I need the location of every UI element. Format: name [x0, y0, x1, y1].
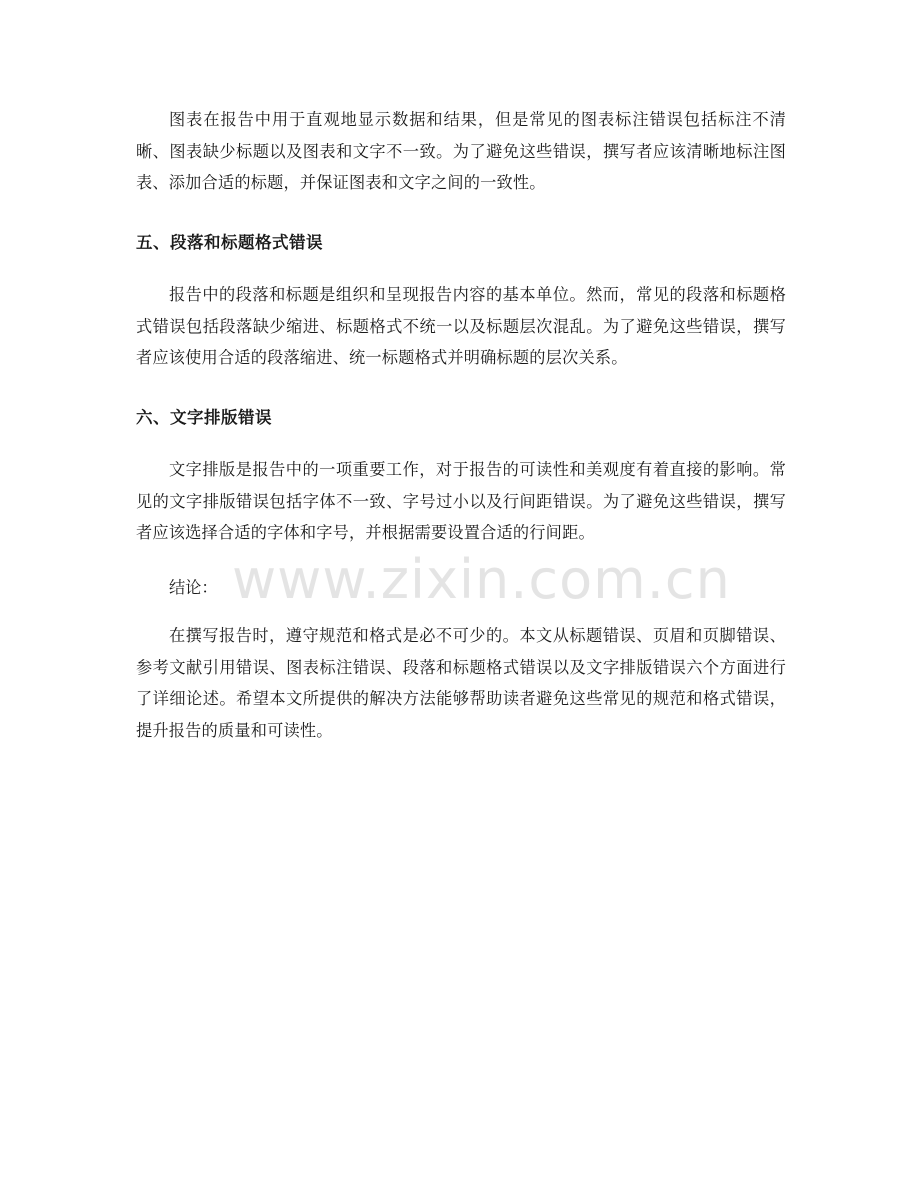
conclusion-paragraph: 在撰写报告时，遵守规范和格式是必不可少的。本文从标题错误、页眉和页脚错误、参考文献引用错误、图表标注错误、段落和标题格式错误以及文字排版错误六个方面进行了详细论述。希望本文所提供的解决方法能够帮助读者避免这些常见的规范和格式错误，提升报告的质量和可读性。	[136, 626, 786, 740]
conclusion-label: 结论：	[169, 578, 218, 597]
paragraph-charts: 图表在报告中用于直观地显示数据和结果，但是常见的图表标注错误包括标注不清晰、图表缺少标题以及图表和文字不一致。为了避免这些错误，撰写者应该清晰地标注图表、添加合适的标题，并保证图表和文字之间的一致性。	[136, 110, 786, 192]
paragraph-section-6: 文字排版是报告中的一项重要工作，对于报告的可读性和美观度有着直接的影响。常见的文字排版错误包括字体不一致、字号过小以及行间距错误。为了避免这些错误，撰写者应该选择合适的字体和字号，并根据需要设置合适的行间距。	[136, 460, 786, 542]
section-heading-6: 六、文字排版错误	[136, 408, 272, 427]
section-heading-5: 五、段落和标题格式错误	[136, 233, 323, 252]
paragraph-section-5: 报告中的段落和标题是组织和呈现报告内容的基本单位。然而，常见的段落和标题格式错误包括段落缺少缩进、标题格式不统一以及标题层次混乱。为了避免这些错误，撰写者应该使用合适的段落缩进、统一标题格式并明确标题的层次关系。	[136, 285, 786, 367]
watermark: www.zixin.com.cn	[232, 548, 731, 611]
